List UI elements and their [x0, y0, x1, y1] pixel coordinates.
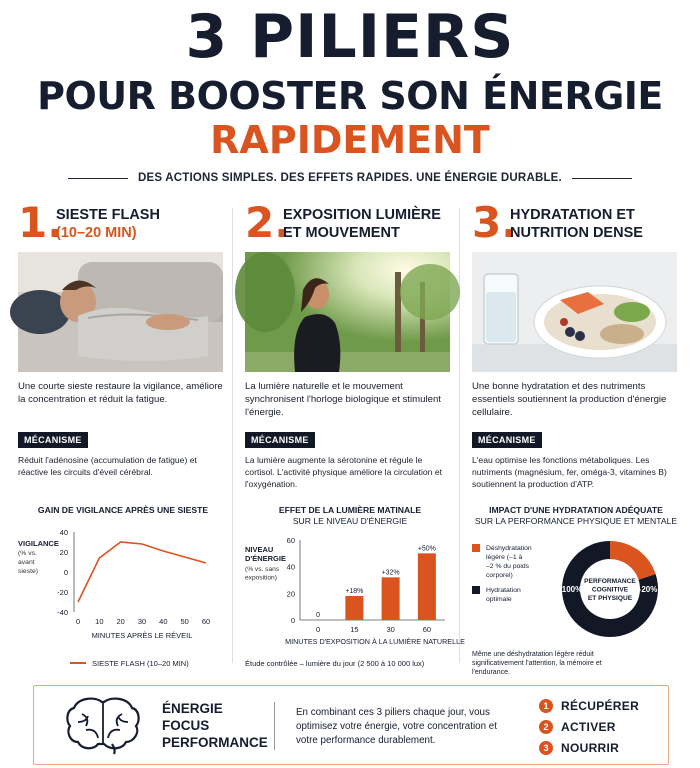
y-tick-label: 0 — [290, 616, 295, 625]
x-tick-label: 20 — [116, 617, 125, 626]
brain-icon — [64, 694, 142, 761]
x-tick-label: 0 — [75, 617, 81, 626]
mechanism-text: La lumière augmente la sérotonine et régule le cortisol. L'activité physique améliore la circulation et l'oxygénation. — [245, 455, 443, 489]
chart-subtitle: SUR LE NIVEAU D'ÉNERGIE — [292, 516, 408, 526]
y-tick-label: -40 — [57, 608, 68, 617]
subtitle-row — [0, 172, 700, 184]
legend-label: –2 % du poids — [486, 563, 530, 570]
light-chart — [245, 532, 465, 677]
legend-label: Hydratation — [486, 587, 521, 594]
pillar-number: 2. — [245, 198, 291, 247]
x-axis-title: MINUTES APRÈS LE RÉVEIL — [91, 631, 193, 640]
y-axis-title: NIVEAU — [245, 545, 274, 554]
mechanism-text: L'eau optimise les fonctions métaboliques. Les nutriments (magnésium, fer, oméga-3, vitamines B) soutiennent la production d'ATP. — [472, 455, 667, 489]
main-title: 3 PILIERS — [185, 2, 515, 72]
column-separator — [459, 208, 460, 663]
banner-text: En combinant ces 3 piliers chaque jour, vous optimisez votre énergie, votre concentration et votre performance durablement. — [296, 707, 497, 746]
pillar-title-line1: SIESTE FLASH — [56, 207, 160, 223]
mechanism-tag: MÉCANISME — [472, 432, 542, 448]
step-label: NOURRIR — [561, 741, 620, 755]
hydration-chart — [470, 532, 682, 677]
y-tick-label: 0 — [63, 568, 68, 577]
banner-divider — [274, 702, 275, 750]
vigilance-chart — [18, 522, 230, 677]
chart-note: Étude contrôlée – lumière du jour (2 500 à 10 000 lux) — [245, 659, 425, 668]
x-tick-label: 50 — [180, 617, 189, 626]
step-number: 1 — [539, 699, 553, 713]
step-item — [539, 696, 639, 716]
data-label: +50% — [417, 545, 436, 553]
x-tick-label: 60 — [201, 617, 211, 626]
legend-label: légère (–1 à — [486, 554, 523, 561]
bar — [418, 553, 436, 620]
divider-right — [572, 178, 632, 179]
pillar-title-line2: ET MOUVEMENT — [283, 225, 400, 241]
y-axis-subtitle: exposition) — [245, 574, 277, 582]
legend-label: optimale — [486, 596, 512, 603]
summary-banner — [33, 685, 669, 765]
pillar-title-line2: (10–20 MIN) — [56, 225, 137, 241]
pillar-title — [56, 206, 160, 242]
legend-label: Déshydratation — [486, 545, 532, 552]
pillar-title-line2: NUTRITION DENSE — [510, 225, 643, 241]
pillar-title — [283, 206, 441, 242]
subtitle: DES ACTIONS SIMPLES. DES EFFETS RAPIDES. UNE ÉNERGIE DURABLE. — [138, 172, 562, 184]
main-title-line3: RAPIDEMENT — [210, 118, 490, 162]
y-tick-label: 60 — [286, 536, 295, 545]
light-photo — [245, 252, 450, 372]
legend-label: SIESTE FLASH (10–20 MIN) — [92, 659, 189, 668]
y-tick-label: 40 — [59, 528, 68, 537]
pillar-number: 1. — [18, 198, 64, 247]
x-tick-label: 60 — [422, 625, 432, 634]
banner-keywords — [162, 700, 268, 751]
pillar-description: Une bonne hydratation et des nutriments essentiels soutiennent la production d'énergie cellulaire. — [472, 381, 667, 418]
y-tick-label: 20 — [59, 548, 68, 557]
bar — [345, 596, 363, 620]
main-title-line2: POUR BOOSTER SON ÉNERGIE — [37, 74, 663, 118]
legend-swatch — [472, 586, 480, 594]
nap-photo — [18, 252, 223, 372]
chart-title — [470, 505, 682, 527]
chart-note: l'endurance. — [472, 669, 510, 676]
donut-center-label: COGNITIVE — [591, 586, 629, 594]
chart-title-line1: EFFET DE LA LUMIÈRE MATINALE — [278, 505, 422, 515]
slice-label: 100% — [561, 585, 583, 594]
y-tick-label: 20 — [286, 589, 295, 599]
y-axis-subtitle: avant — [18, 559, 35, 566]
x-tick-label: 30 — [386, 625, 395, 634]
legend-label: corporel) — [486, 572, 513, 579]
divider-left — [68, 178, 128, 179]
chart-title — [245, 505, 455, 527]
step-item — [539, 717, 639, 737]
keyword: ÉNERGIE — [162, 701, 223, 716]
data-label: 0 — [316, 612, 321, 619]
chart-note: significativement l'attention, la mémoire et — [472, 660, 602, 667]
step-label: ACTIVER — [561, 720, 616, 734]
pillar-description: Une courte sieste restaure la vigilance, améliore la concentration et réduit la fatigue. — [18, 381, 223, 405]
y-axis-title: VIGILANCE — [18, 539, 59, 548]
bar — [382, 577, 400, 620]
x-tick-label: 40 — [159, 617, 168, 626]
y-tick-label: 40 — [286, 562, 295, 572]
chart-subtitle: SUR LA PERFORMANCE PHYSIQUE ET MENTALE — [474, 516, 678, 526]
mechanism-tag: MÉCANISME — [245, 432, 315, 448]
mechanism-tag: MÉCANISME — [18, 432, 88, 448]
y-axis-subtitle: sieste) — [18, 568, 39, 575]
y-tick-label: -20 — [57, 588, 68, 597]
y-axis-subtitle: (% vs. sans — [245, 566, 280, 573]
keyword: PERFORMANCE — [162, 735, 268, 750]
pillar-title-line1: EXPOSITION LUMIÈRE — [283, 207, 441, 223]
pillar-title — [510, 206, 643, 242]
column-separator — [232, 208, 233, 663]
series-line — [78, 542, 206, 602]
x-tick-label: 30 — [137, 617, 147, 626]
mechanism-text: Réduit l'adénosine (accumulation de fatigue) et réactive les circuits d'éveil cérébral. — [18, 455, 197, 477]
step-number: 2 — [539, 720, 553, 734]
chart-title-line1: IMPACT D'UNE HYDRATATION ADÉQUATE — [489, 505, 663, 515]
x-tick-label: 0 — [316, 625, 321, 634]
slice-label: -20% — [638, 585, 658, 594]
steps-list — [539, 696, 639, 759]
step-item — [539, 738, 639, 758]
step-label: RÉCUPÉRER — [561, 699, 640, 713]
legend-swatch — [472, 544, 480, 552]
y-axis-title: D'ÉNERGIE — [245, 554, 286, 563]
x-tick-label: 15 — [350, 625, 359, 634]
donut-center-label: PERFORMANCE — [584, 578, 636, 585]
data-label: +32% — [381, 569, 400, 577]
chart-title: GAIN DE VIGILANCE APRÈS UNE SIESTE — [37, 505, 209, 515]
x-axis-title: MINUTES D'EXPOSITION À LA LUMIÈRE NATURELLE — [285, 637, 465, 646]
x-tick-label: 10 — [95, 617, 104, 626]
data-label: +18% — [345, 588, 364, 595]
pillar-description: La lumière naturelle et le mouvement synchronisent l'horloge biologique et stimulent l'énergie. — [245, 381, 441, 418]
pillar-number: 3. — [472, 198, 518, 247]
food-photo — [472, 252, 677, 372]
donut-center-label: ET PHYSIQUE — [587, 595, 633, 602]
keyword: FOCUS — [162, 718, 210, 733]
step-number: 3 — [539, 741, 553, 755]
pillar-title-line1: HYDRATATION ET — [510, 207, 635, 223]
chart-note: Même une déshydratation légère réduit — [472, 651, 594, 658]
y-axis-subtitle: (% vs. — [18, 550, 37, 557]
